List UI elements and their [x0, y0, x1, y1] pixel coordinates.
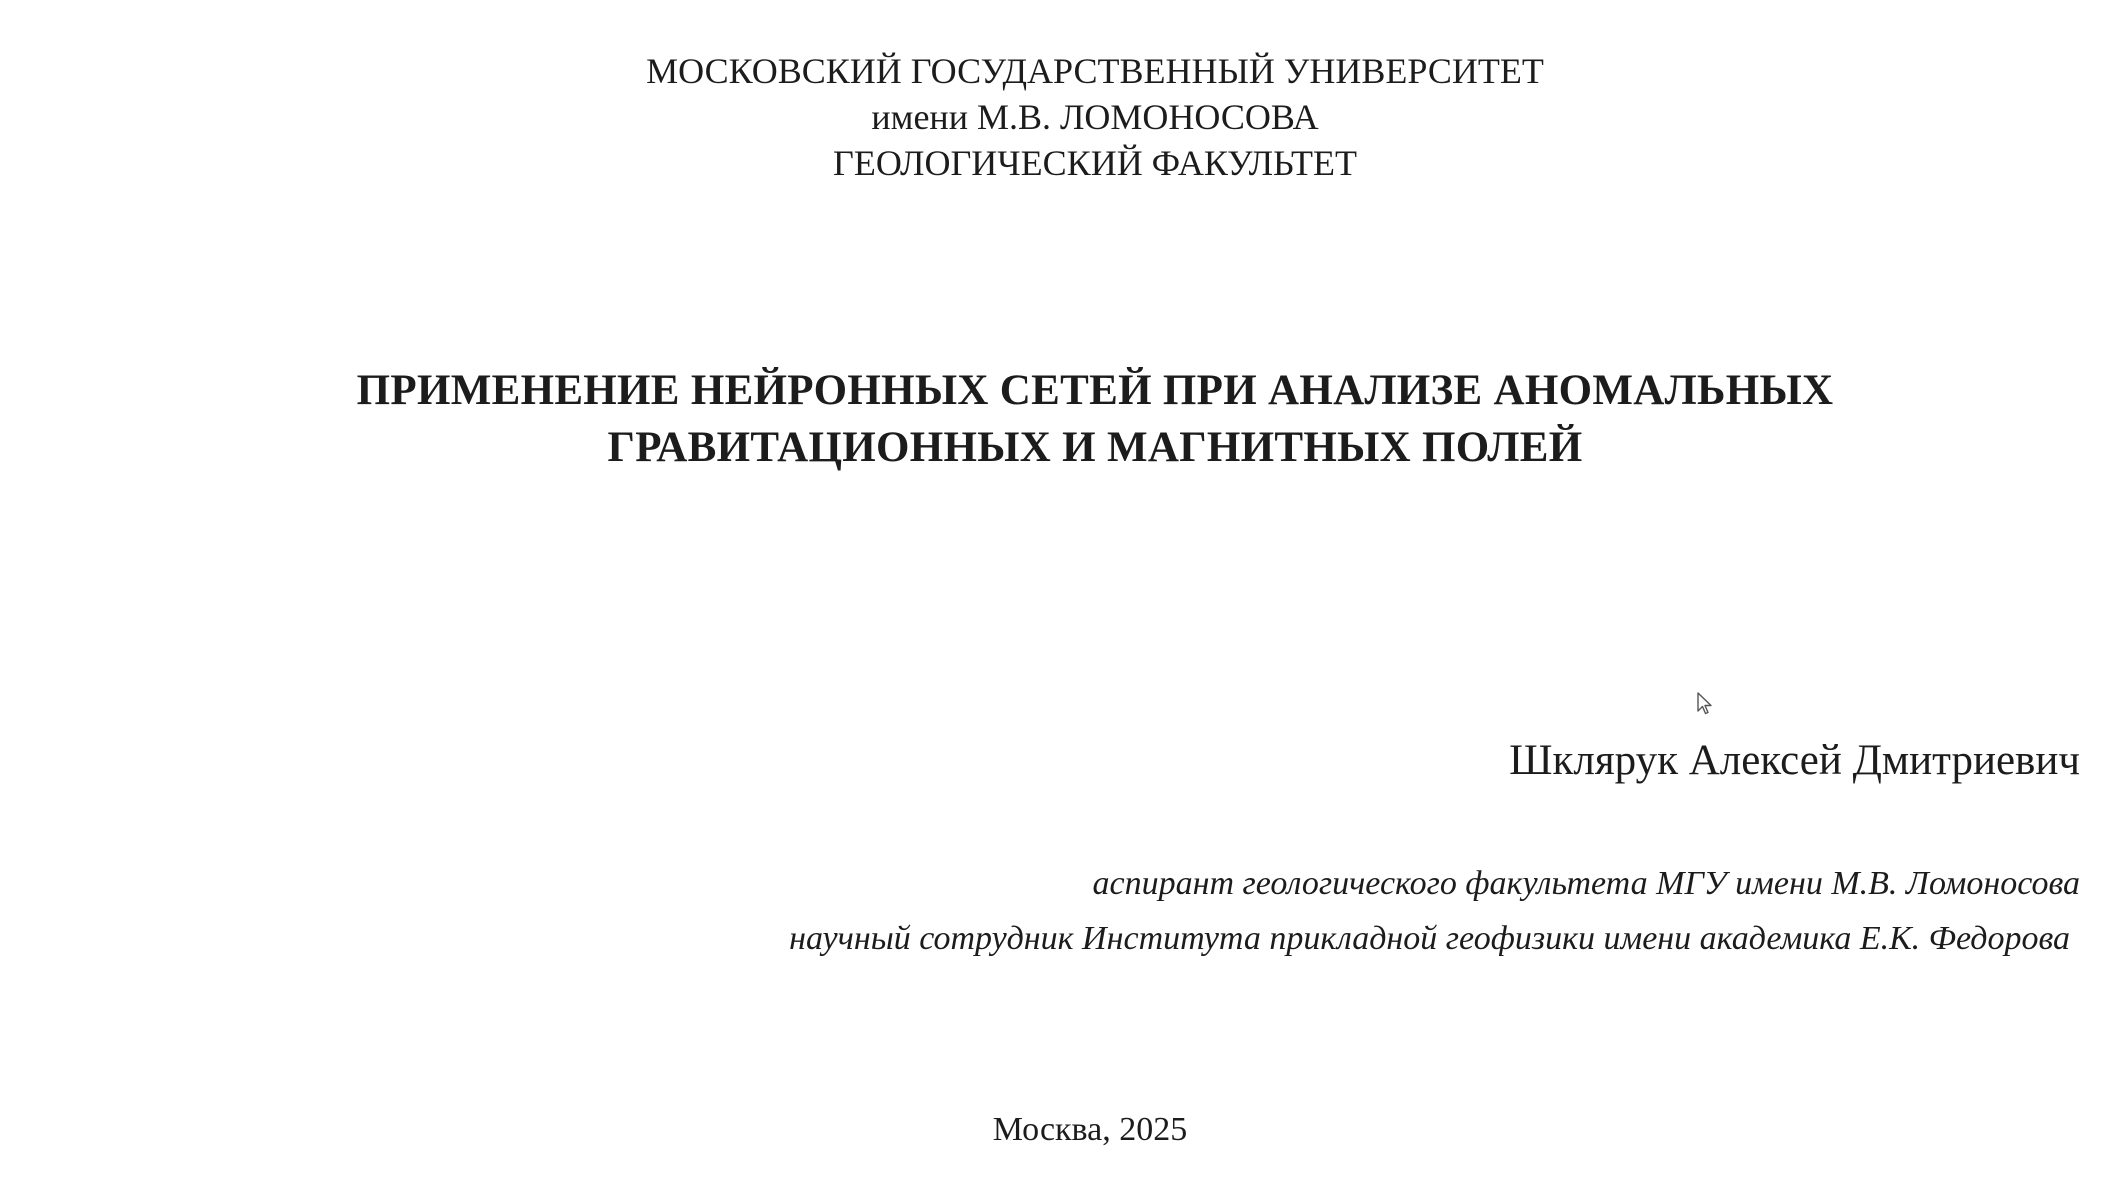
mouse-pointer-icon	[1697, 692, 1715, 716]
author-affiliations	[789, 856, 2080, 966]
university-named-after: имени М.В. ЛОМОНОСОВА	[871, 97, 1319, 137]
affiliation-line-1: аспирант геологического факультета МГУ имени М.В. Ломоносова	[1092, 865, 2080, 902]
affiliation-line-2: научный сотрудник Института прикладной геофизики имени академика Е.К. Федорова	[789, 920, 2070, 957]
title-line-1: ПРИМЕНЕНИЕ НЕЙРОННЫХ СЕТЕЙ ПРИ АНАЛИЗЕ АНОМАЛЬНЫХ	[356, 367, 1834, 414]
university-name: МОСКОВСКИЙ ГОСУДАРСТВЕННЫЙ УНИВЕРСИТЕТ	[646, 51, 1544, 91]
title-line-2: ГРАВИТАЦИОННЫХ И МАГНИТНЫХ ПОЛЕЙ	[607, 424, 1583, 471]
institution-header	[0, 48, 2104, 186]
author-name: Шклярук Алексей Дмитриевич	[1509, 737, 2080, 784]
faculty-name: ГЕОЛОГИЧЕСКИЙ ФАКУЛЬТЕТ	[833, 143, 1357, 183]
city-year: Москва, 2025	[992, 1111, 1188, 1148]
slide-title	[0, 362, 2104, 476]
